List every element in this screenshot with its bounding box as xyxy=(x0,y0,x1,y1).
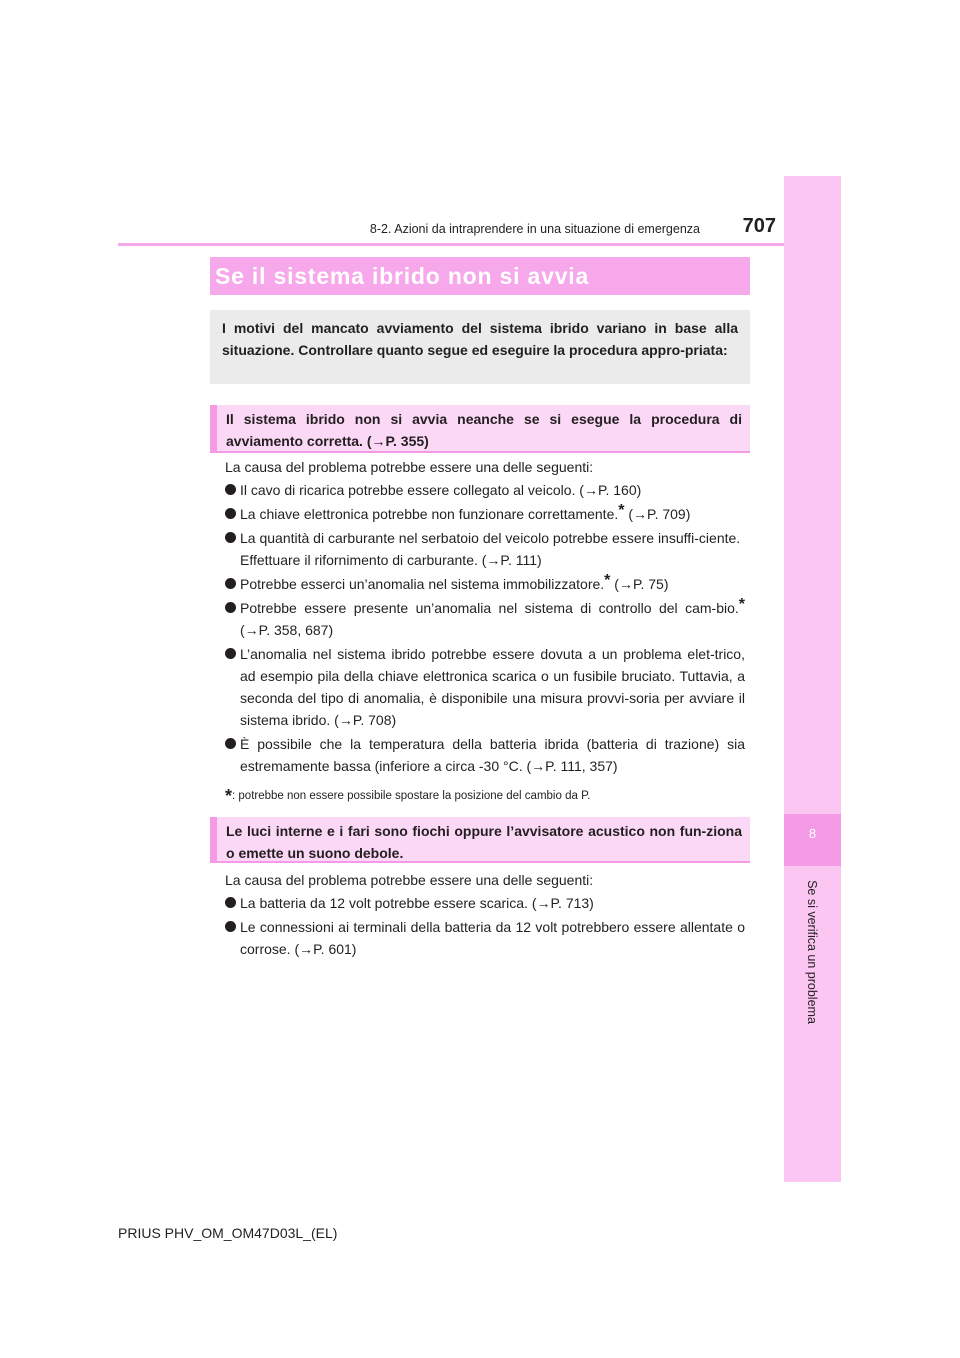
bullet-icon xyxy=(225,897,236,908)
chapter-title: Se si verifica un problema xyxy=(805,880,819,1024)
footnote-mark: * xyxy=(604,572,611,589)
bullet-icon xyxy=(225,648,236,659)
list-item: Potrebbe essere presente un’anomalia nel sistema di controllo del cam-bio.* (→P. 358, 687) xyxy=(225,597,745,641)
list-item: L’anomalia nel sistema ibrido potrebbe essere dovuta a un problema elet-trico, ad esempio pila della chiave elettronica scarica o un fusibile bruciato. Tuttavia, a seconda del tipo di anomalia, è disponibile una misura provvi-soria per avviare il sistema ibrido. (→P. 708) xyxy=(225,643,745,731)
page-reference[interactable]: (→P. 358, 687) xyxy=(240,622,334,638)
section-1-lead: La causa del problema potrebbe essere una delle seguenti: xyxy=(225,459,594,475)
document-code: PRIUS PHV_OM_OM47D03L_(EL) xyxy=(118,1225,338,1241)
page-reference[interactable]: (→P. 709) xyxy=(628,506,691,522)
bullet-icon xyxy=(225,921,236,932)
bullet-icon xyxy=(225,532,236,543)
page-number: 707 xyxy=(742,215,776,237)
section-header: 8-2. Azioni da intraprendere in una situazione di emergenza xyxy=(369,222,700,236)
footnote-mark: * xyxy=(225,786,233,806)
page-reference[interactable]: (→P. 708) xyxy=(334,712,397,728)
header-divider xyxy=(118,243,784,246)
section-heading-1: Il sistema ibrido non si avvia neanche se si esegue la procedura di avviamento corretta. (→P. 355) xyxy=(210,405,750,453)
chapter-number: 8 xyxy=(808,826,817,841)
list-item: È possibile che la temperatura della batteria ibrida (batteria di trazione) sia estremamente bassa (inferiore a circa -30 °C. (→P. 111, 357) xyxy=(225,733,745,777)
list-item: Le connessioni ai terminali della batteria da 12 volt potrebbero essere allentate o corrose. (→P. 601) xyxy=(225,916,745,960)
page-reference[interactable]: (→P. 75) xyxy=(614,576,669,592)
bullet-icon xyxy=(225,508,236,519)
section-1-list xyxy=(225,479,745,779)
list-item: La chiave elettronica potrebbe non funzionare correttamente.* (→P. 709) xyxy=(225,503,745,525)
bullet-icon xyxy=(225,578,236,589)
page-reference[interactable]: (→P. 713) xyxy=(531,895,594,911)
page-reference[interactable]: (→P. 160) xyxy=(579,482,642,498)
page-reference[interactable]: (→P. 111) xyxy=(481,552,542,568)
list-item: La batteria da 12 volt potrebbe essere scarica. (→P. 713) xyxy=(225,892,745,914)
list-item: La quantità di carburante nel serbatoio del veicolo potrebbe essere insuffi-ciente. Effettuare il rifornimento di carburante. (→P. 111) xyxy=(225,527,745,571)
footnote-text: : potrebbe non essere possibile spostare la posizione del cambio da P. xyxy=(232,790,591,802)
page-title: Se il sistema ibrido non si avvia xyxy=(215,263,590,289)
side-strip xyxy=(784,176,841,1182)
footnote-mark: * xyxy=(738,596,745,613)
page-reference[interactable]: (→P. 601) xyxy=(294,941,357,957)
title-bar xyxy=(210,257,750,295)
footnote-mark: * xyxy=(618,502,625,519)
bullet-icon xyxy=(225,738,236,749)
section-heading-2: Le luci interne e i fari sono fiochi oppure l’avvisatore acustico non fun-ziona o emette un suono debole. xyxy=(210,817,750,863)
bullet-icon xyxy=(225,484,236,495)
section-2-lead: La causa del problema potrebbe essere una delle seguenti: xyxy=(225,872,594,888)
list-item: Il cavo di ricarica potrebbe essere collegato al veicolo. (→P. 160) xyxy=(225,479,745,501)
bullet-icon xyxy=(225,602,236,613)
page-reference[interactable]: (→P. 111, 357) xyxy=(526,758,618,774)
intro-box: I motivi del mancato avviamento del sistema ibrido variano in base alla situazione. Controllare quanto segue ed eseguire la procedura appro-priata: xyxy=(210,310,750,384)
list-item: Potrebbe esserci un’anomalia nel sistema immobilizzatore.* (→P. 75) xyxy=(225,573,745,595)
section-2-list xyxy=(225,892,745,962)
footnote xyxy=(225,786,755,807)
